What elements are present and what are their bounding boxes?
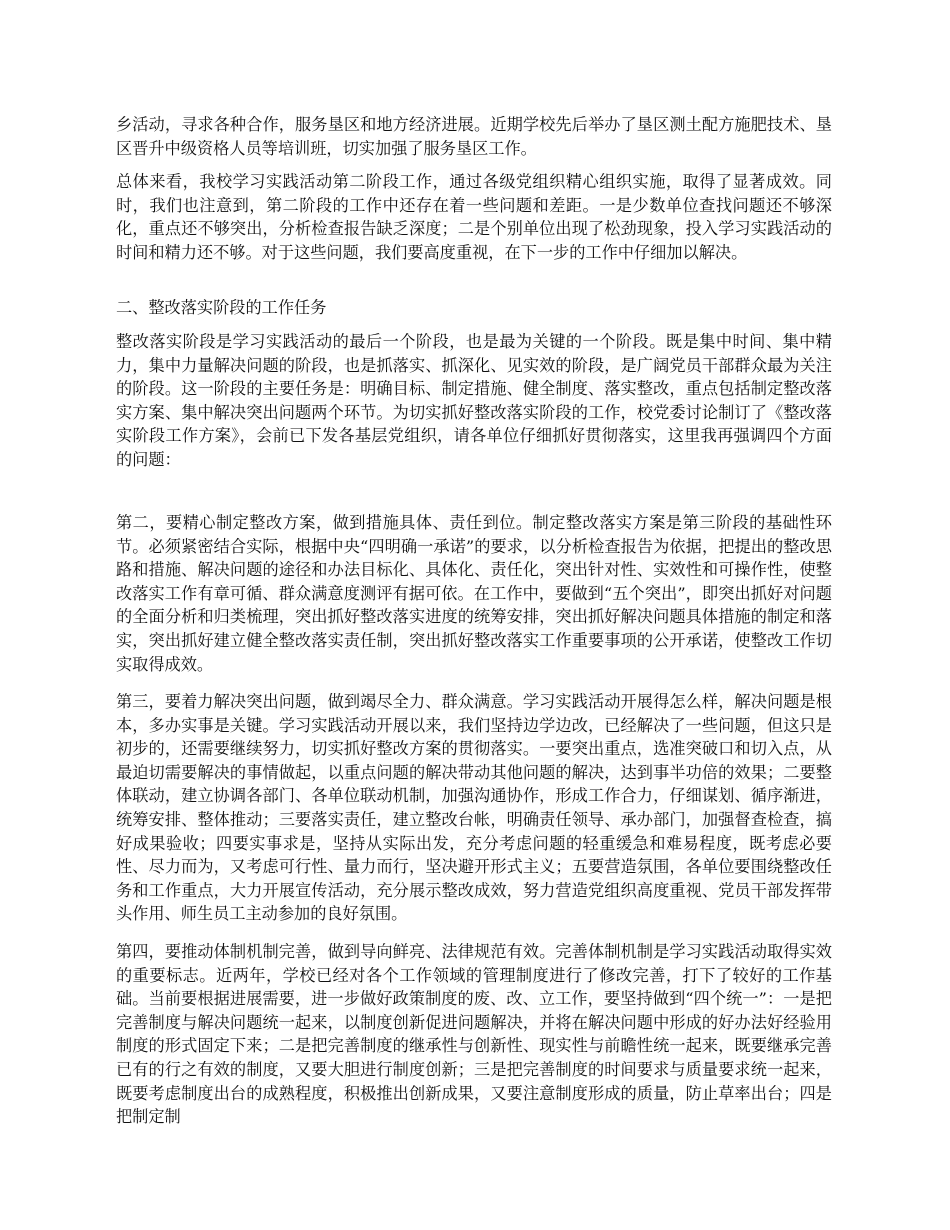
paragraph-service-work: 乡活动，寻求各种合作，服务垦区和地方经济进展。近期学校先后举办了垦区测土配方施肥技术、垦区晋升中级资格人员等培训班，切实加强了服务垦区工作。 [116,115,832,158]
paragraph-fourth-point: 第四，要推动体制机制完善，做到导向鲜亮、法律规范有效。完善体制机制是学习实践活动取得实效的重要标志。近两年，学校已经对各个工作领域的管理制度进行了修改完善，打下了较好的工作基础。当前要根据进展需要，进一步做好政策制度的废、改、立工作，要坚持做到“四个统一”：一是把完善制度与解决问题统一起来，以制度创新促进问题解决，并将在解决问题中形成的好办法好经验用制度的形式固定下来；二是把完善制度的继承性与创新性、现实性与前瞻性统一起来，既要继承完善已有的行之有效的制度，又要大胆进行制度创新；三是把完善制度的时间要求与质量要求统一起来，既要考虑制度出台的成熟程度，积极推出创新成果，又要注意制度形成的质量，防止草率出台；四是把制定制 [116,942,832,1127]
paragraph-rectification-stage: 整改落实阶段是学习实践活动的最后一个阶段，也是最为关键的一个阶段。既是集中时间、集中精力，集中力量解决问题的阶段，也是抓落实、抓深化、见实效的阶段，是广阔党员干部群众最为关注的阶段。这一阶段的主要任务是：明确目标、制定措施、健全制度、落实整改，重点包括制定整改落实方案、集中解决突出问题两个环节。为切实抓好整改落实阶段的工作，校党委讨论制订了《整改落实阶段工作方案》，会前已下发各基层党组织，请各单位仔细抓好贯彻落实，这里我再强调四个方面的问题： [116,332,832,469]
paragraph-third-point: 第三，要着力解决突出问题，做到竭尽全力、群众满意。学习实践活动开展得怎么样，解决问题是根本，多办实事是关键。学习实践活动开展以来，我们坚持边学边改，已经解决了一些问题，但这只是初步的，还需要继续努力，切实抓好整改方案的贯彻落实。一要突出重点，选准突破口和切入点，从最迫切需要解决的事情做起，以重点问题的解决带动其他问题的解决，达到事半功倍的效果；二要整体联动，建立协调各部门、各单位联动机制，加强沟通协作，形成工作合力，仔细谋划、循序渐进，统筹安排、整体推动；三要落实责任，建立整改台帐，明确责任领导、承办部门，加强督查检查，搞好成果验收；四要实事求是，坚持从实际出发，充分考虑问题的轻重缓急和难易程度，既考虑必要性、尽力而为，又考虑可行性、量力而行，坚决避开形式主义；五要营造氛围，各单位要围绕整改任务和工作重点，大力开展宣传活动，充分展示整改成效，努力营造党组织高度重视、党员干部发挥带头作用、师生员工主动参加的良好氛围。 [116,692,832,924]
section-heading: 二、整改落实阶段的工作任务 [116,298,327,317]
paragraph-overall-summary: 总体来看，我校学习实践活动第二阶段工作，通过各级党组织精心组织实施，取得了显著成效。同时，我们也注意到，第二阶段的工作中还存在着一些问题和差距。一是少数单位查找问题还不够深化，重点还不够突出，分析检查报告缺乏深度；二是个别单位出现了松劲现象，投入学习实践活动的时间和精力还不够。对于这些问题，我们要高度重视，在下一步的工作中仔细加以解决。 [116,172,832,262]
paragraph-second-point: 第二，要精心制定整改方案，做到措施具体、责任到位。制定整改落实方案是第三阶段的基础性环节。必须紧密结合实际，根据中央“四明确一承诺”的要求，以分析检查报告为依据，把提出的整改思路和措施、解决问题的途径和办法目标化、具体化、责任化，突出针对性、实效性和可操作性，使整改落实工作有章可循、群众满意度测评有据可依。在工作中，要做到“五个突出”，即突出抓好对问题的全面分析和归类梳理，突出抓好整改落实进度的统筹安排，突出抓好解决问题具体措施的制定和落实，突出抓好建立健全整改落实责任制，突出抓好整改落实工作重要事项的公开承诺，使整改工作切实取得成效。 [116,513,832,674]
